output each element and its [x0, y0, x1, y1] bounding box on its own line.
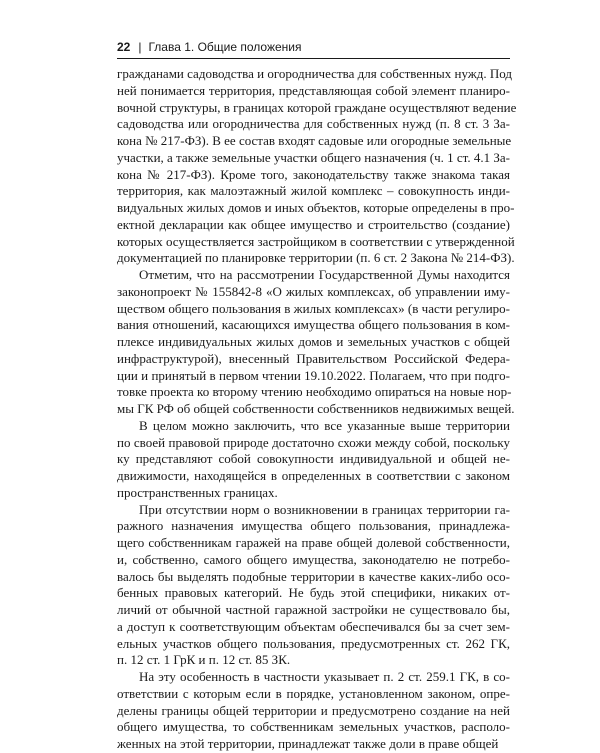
text-line: общего имущества, то собственникам земельных участков, располо-	[117, 719, 510, 735]
text-line: делены границы общей территории и предусмотрено создание на ней	[117, 702, 510, 718]
text-line: валось бы выделять подобные территории в качестве каких-либо осо-	[117, 568, 510, 584]
text-line: а доступ к соответствующим объектам обеспечивался бы за счет зем-	[117, 618, 510, 634]
body-text	[117, 66, 517, 753]
text-line: п. 12 ст. 1 ГрК и п. 12 ст. 85 ЗК.	[117, 652, 291, 668]
text-line: плексе индивидуальных жилых домов и земельных участков с общей	[117, 334, 510, 349]
text-line: ней понимается территория, представляющая собой элемент планиро-	[117, 82, 510, 98]
text-line: движимости, находящейся в определенных в соответствии с законом	[117, 468, 510, 483]
text-line: видуальных жилых домов и иных объектов, которые определены в про-	[117, 200, 515, 215]
text-line: ществом общего пользования в жилых комплексах» (в части регулиро-	[117, 300, 510, 316]
text-line: вочной структуры, в границах которой граждане осуществляют ведение	[117, 99, 517, 115]
text-line: личий от обычной частной гаражной застройки не существовало бы,	[117, 602, 510, 617]
text-line: щего собственникам гаражей на праве общей долевой собственности,	[117, 535, 510, 550]
text-line: ельных участков общего пользования, предусмотренных ст. 262 ГК,	[117, 635, 510, 651]
text-line: товке проекта ко второму чтению необходимо опираться на новые нор-	[117, 384, 512, 400]
page-number: 22	[117, 40, 131, 54]
text-line: мы ГК РФ об общей собственности собственников недвижимых вещей.	[117, 401, 515, 416]
text-line: садоводства или огородничества для собственных нужд (п. 8 ст. 3 За-	[117, 116, 510, 132]
text-line: В целом можно заключить, что все указанные выше территории	[139, 417, 510, 433]
running-head	[117, 40, 510, 54]
text-line: На эту особенность в частности указывает п. 2 ст. 259.1 ГК, в со-	[139, 669, 510, 684]
header-rule	[117, 58, 510, 59]
text-line: гражданами садоводства и огородничества для собственных нужд. Под	[117, 66, 513, 81]
paragraph	[117, 66, 517, 267]
text-line: которых осуществляется застройщиком в соответствии с утвержденной	[117, 233, 515, 249]
chapter-title: Глава 1. Общие положения	[148, 40, 302, 54]
text-line: ции и принятый в первом чтении 19.10.2022. Полагаем, что при подго-	[117, 367, 510, 383]
text-line: ражного назначения имущества общего пользования, принадлежа-	[117, 518, 510, 534]
text-line: вания отношений, касающихся имущества общего пользования в ком-	[117, 317, 510, 333]
paragraph	[117, 502, 510, 670]
text-line: ответствии с которым если в порядке, установленном законом, опре-	[117, 685, 510, 701]
text-line: При отсутствии норм о возникновении в границах территории га-	[139, 501, 510, 517]
text-line: Отметим, что на рассмотрении Государственной Думы находится	[139, 267, 510, 282]
text-line: участки, а также земельные участки общего назначения (ч. 1 ст. 4.1 За-	[117, 149, 510, 165]
paragraph	[117, 418, 510, 502]
text-line: ку представляют собой совокупности индивидуальной и общей не-	[117, 451, 510, 467]
text-line: ектной декларации как общее имущество и строительство (создание)	[117, 216, 510, 232]
text-line: законопроект № 155842-8 «О жилых комплексах, об управлении иму-	[117, 283, 510, 299]
text-line: кона № 217-ФЗ). В ее состав входят садовые или огородные земельные	[117, 133, 512, 148]
text-line: территория, как малоэтажный жилой комплекс – совокупность инди-	[117, 183, 510, 199]
text-line: и, собственно, самого общего имущества, законодателю не потребо-	[117, 551, 510, 567]
text-line: бенных правовых категорий. Не будь этой специфики, никаких от-	[117, 585, 510, 601]
text-line: документацией по планировке территории (п. 6 ст. 2 Закона № 214-ФЗ).	[117, 250, 515, 266]
text-line: кона № 217-ФЗ). Кроме того, законодательству также знакома такая	[117, 166, 510, 182]
text-line: пространственных границах.	[117, 484, 278, 500]
header-separator: |	[138, 40, 142, 54]
text-line: женных на этой территории, принадлежат также доли в праве общей	[117, 736, 499, 751]
text-line: инфраструктурой), внесенный Правительством Российской Федера-	[117, 350, 510, 366]
text-line: по своей правовой природе достаточно схожи между собой, поскольку	[117, 434, 510, 450]
paragraph	[117, 669, 510, 753]
paragraph	[117, 267, 515, 418]
